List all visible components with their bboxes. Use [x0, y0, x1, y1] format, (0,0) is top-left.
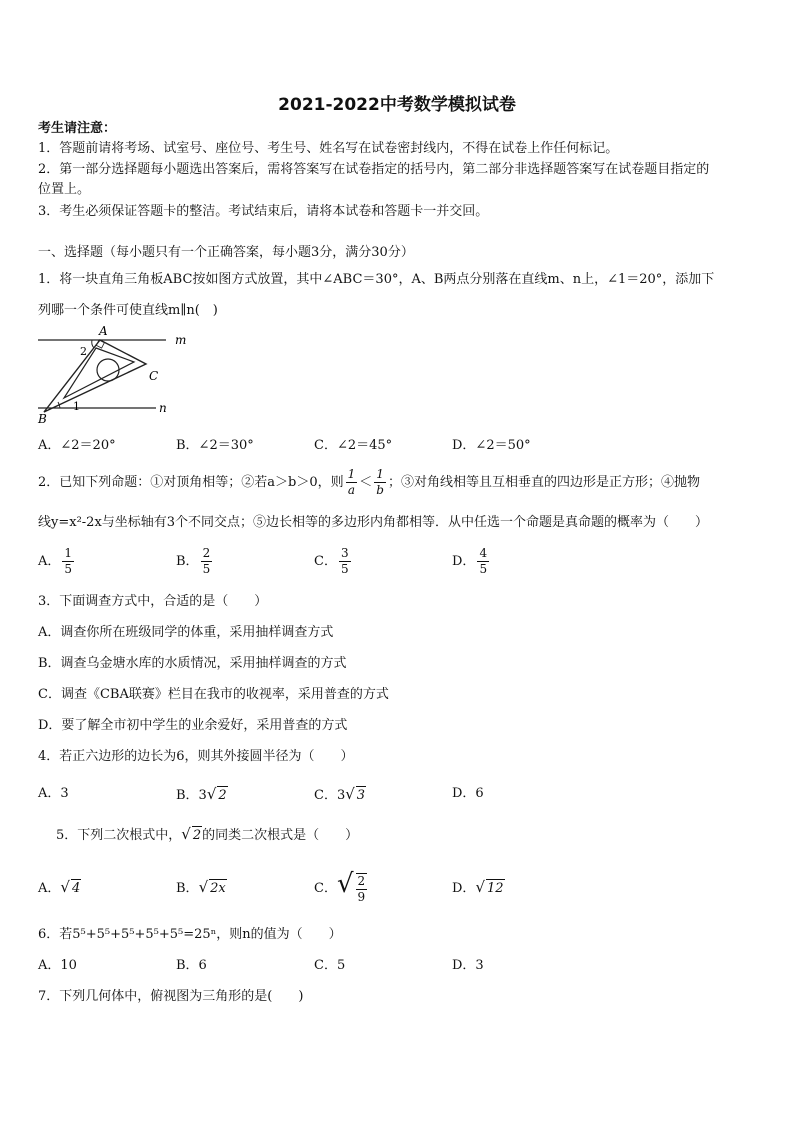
q3-option-d: D．要了解全市初中学生的业余爱好，采用普查的方式: [38, 718, 348, 733]
q6-option-b: B．6: [176, 958, 207, 973]
label-angle-2: 2: [80, 345, 87, 358]
q4-option-a: A．3: [38, 786, 69, 801]
q2-stem-line2: 线y=x²-2x与坐标轴有3个不同交点；⑤边长相等的多边形内角都相等．从中任选一个命题是真命题的概率为（ ）: [38, 515, 709, 530]
q5-option-d-radicand: 12: [487, 881, 504, 896]
q5-stem-radicand: 2: [192, 828, 202, 843]
triangle-hole: [97, 359, 119, 381]
q6-option-c: C．5: [314, 958, 346, 973]
q1-stem-line2: 列哪一个条件可使直线m∥n( ): [38, 303, 218, 318]
q5-option-a: A．√ 4: [38, 878, 81, 896]
q4-option-c: C．3√ 3: [314, 785, 366, 803]
q1-stem-line1: 1．将一块直角三角板ABC按如图方式放置，其中∠ABC＝30°，A、B两点分别落在直线m、n上，∠1＝20°，添加下: [38, 272, 715, 287]
notice-item-3: 3．考生必须保证答题卡的整洁。考试结束后，请将本试卷和答题卡一并交回。: [38, 204, 489, 219]
q3-option-c: C．调查《CBA联赛》栏目在我市的收视率，采用普查的方式: [38, 687, 389, 702]
q4-option-c-radicand: 3: [356, 788, 366, 803]
angle-2-arc: [92, 340, 94, 348]
q2-fraction-2: $\frac{1}{b}$: [376, 467, 384, 497]
q6-option-d: D．3: [452, 958, 484, 973]
label-angle-1: 1: [73, 400, 80, 413]
label-m: m: [175, 333, 187, 347]
notice-item-1: 1．答题前请将考场、试室号、座位号、考生号、姓名写在试卷密封线内，不得在试卷上作任何标记。: [38, 141, 619, 156]
q2-option-b-fraction: $\frac{2}{5}$: [202, 546, 211, 576]
q6-option-a: A．10: [38, 958, 77, 973]
q2-option-b: B． $\frac{2}{5}$: [176, 546, 211, 576]
q5-option-a-radicand: 4: [71, 881, 81, 896]
q2-stem-part-a: 2．已知下列命题：①对顶角相等；②若a＞b＞0，则: [38, 475, 344, 490]
q5-option-b: B．√ 2x: [176, 878, 226, 896]
q5-option-c-fraction: $\frac{2}{9}$: [357, 873, 366, 904]
notice-item-2-cont: 位置上。: [38, 182, 91, 197]
q4-option-d: D．6: [452, 786, 484, 801]
triangle-abc: [44, 340, 146, 412]
q2-option-a: A． $\frac{1}{5}$: [38, 546, 73, 576]
q1-option-b: B．∠2＝30°: [176, 438, 254, 453]
label-n: n: [159, 401, 167, 415]
q1-option-c: C．∠2＝45°: [314, 438, 393, 453]
q3-option-a: A．调查你所在班级同学的体重，采用抽样调查方式: [38, 625, 334, 640]
q4-stem: 4．若正六边形的边长为6，则其外接圆半径为（ ）: [38, 749, 354, 764]
q5-option-c: C．√ $\frac{2}{9}$: [314, 869, 366, 904]
q2-stem-part-b: ；③对角线相等且互相垂直的四边形是正方形；④抛物: [387, 475, 700, 490]
q1-figure: [36, 324, 196, 428]
q1-option-a: A．∠2＝20°: [38, 438, 116, 453]
q3-option-b: B．调查乌金塘水库的水质情况，采用抽样调查的方式: [38, 656, 347, 671]
q1-option-d: D．∠2＝50°: [452, 438, 531, 453]
q2-option-a-fraction: $\frac{1}{5}$: [64, 546, 73, 576]
q2-stem-line1: [38, 465, 700, 501]
q4-option-b-radicand: 2: [218, 788, 227, 803]
q2-fraction-1: $\frac{1}{a}$: [347, 467, 356, 497]
notice-heading: 考生请注意：: [38, 121, 117, 136]
section-heading: 一、选择题（每小题只有一个正确答案，每小题3分，满分30分）: [38, 245, 414, 260]
q5-option-b-radicand: 2x: [210, 881, 226, 896]
q2-option-d-fraction: $\frac{4}{5}$: [479, 546, 488, 576]
label-b: B: [38, 412, 47, 426]
q5-option-d: D．√ 12: [452, 878, 504, 896]
q6-stem: 6．若5⁵+5⁵+5⁵+5⁵+5⁵=25ⁿ，则n的值为（ ）: [38, 927, 342, 942]
q5-stem: 5．下列二次根式中，√ 2的同类二次根式是（ ）: [56, 825, 359, 843]
q2-option-c-fraction: $\frac{3}{5}$: [340, 546, 349, 576]
notice-item-2: 2．第一部分选择题每小题选出答案后，需将答案写在试卷指定的括号内，第二部分非选择题答案写在试卷题目指定的: [38, 162, 710, 177]
q2-option-c: C． $\frac{3}{5}$: [314, 546, 349, 576]
q2-less-than: ＜: [359, 475, 373, 490]
q7-stem: 7．下列几何体中，俯视图为三角形的是( ): [38, 989, 304, 1004]
q3-stem: 3．下面调查方式中，合适的是（ ）: [38, 594, 268, 609]
label-c: C: [149, 369, 159, 383]
q2-option-d: D． $\frac{4}{5}$: [452, 546, 488, 576]
q4-option-b: B．3√ 2: [176, 785, 227, 803]
page-title: 2021-2022中考数学模拟试卷: [278, 95, 516, 115]
label-a: A: [99, 324, 108, 338]
